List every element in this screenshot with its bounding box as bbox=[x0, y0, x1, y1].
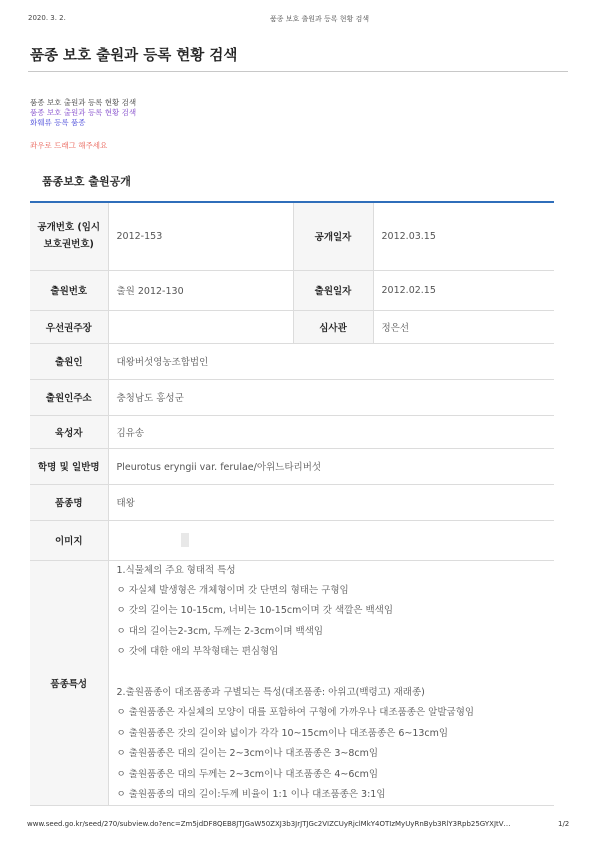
variety-value: 태왕 bbox=[108, 484, 554, 520]
table-row bbox=[30, 415, 554, 448]
image-label: 이미지 bbox=[30, 520, 108, 560]
examiner-label: 심사관 bbox=[293, 310, 373, 343]
image-cell bbox=[108, 520, 554, 560]
traits-line: ㅇ 출원품종은 자실체의 모양이 대를 포함하여 구형에 가까우나 대조품종은 알발굽형임 bbox=[116, 707, 475, 719]
table-row bbox=[30, 203, 554, 270]
title-divider bbox=[28, 71, 568, 72]
app-no-label: 출원번호 bbox=[30, 270, 108, 310]
table-row bbox=[30, 520, 554, 560]
pub-date-label: 공개일자 bbox=[293, 203, 373, 270]
traits-line: ㅇ 출원품종은 갓의 길이와 넓이가 각각 10~15cm이나 대조품종은 6~13cm임 bbox=[116, 727, 449, 739]
traits-line: 2.출원품종이 대조품종과 구별되는 특성(대조품종: 아위고(백령고) 재래종) bbox=[116, 686, 425, 698]
table-row bbox=[30, 484, 554, 520]
pub-date-value: 2012.03.15 bbox=[373, 203, 554, 270]
drag-hint: 좌우로 드래그 해주세요 bbox=[30, 141, 108, 150]
traits-line: ㅇ 출원품종은 대의 길이는 2~3cm이나 대조품종은 3~8cm임 bbox=[116, 748, 379, 760]
traits-line: 1.식물체의 주요 형태적 특성 bbox=[116, 564, 236, 576]
breadcrumb-link-1[interactable]: 품종 보호 출원과 등록 현황 검색 bbox=[30, 98, 137, 107]
pub-no-label: 공개번호 (임시보호권번호) bbox=[30, 203, 108, 270]
traits-line: ㅇ 대의 길이는2-3cm, 두께는 2-3cm이며 백색임 bbox=[116, 625, 324, 637]
traits-line: ㅇ 출원품종의 대의 길이:두께 비율이 1:1 이나 대조품종은 3:1임 bbox=[116, 788, 386, 800]
examiner-value: 정은선 bbox=[373, 310, 554, 343]
breeder-value: 김유송 bbox=[108, 415, 554, 448]
variety-label: 품종명 bbox=[30, 484, 108, 520]
variety-image-placeholder bbox=[181, 533, 189, 547]
table-row bbox=[30, 343, 554, 379]
address-value: 충청남도 홍성군 bbox=[108, 379, 554, 415]
applicant-label: 출원인 bbox=[30, 343, 108, 379]
table-row bbox=[30, 448, 554, 484]
sci-name-label: 학명 및 일반명 bbox=[30, 448, 108, 484]
table-row bbox=[30, 310, 554, 343]
breadcrumb-link-2[interactable]: 품종 보호 출원과 등록 현황 검색 bbox=[30, 108, 137, 117]
address-label: 출원인주소 bbox=[30, 379, 108, 415]
traits-line: ㅇ 갓의 길이는 10-15cm, 너비는 10-15cm이며 갓 색깔은 백색임 bbox=[116, 605, 394, 617]
app-date-value: 2012.02.15 bbox=[373, 270, 554, 310]
priority-value bbox=[108, 310, 293, 343]
pub-no-value: 2012-153 bbox=[108, 203, 293, 270]
section-title: 품종보호 출원공개 bbox=[42, 175, 131, 188]
traits-line: ㅇ 자실체 발생형은 개체형이며 갓 단면의 형태는 구형임 bbox=[116, 584, 349, 596]
traits-description bbox=[108, 560, 554, 806]
traits-label: 품종특성 bbox=[30, 560, 108, 806]
table-row bbox=[30, 379, 554, 415]
breadcrumb-link-3[interactable]: 화훼류 등록 품종 bbox=[30, 118, 86, 127]
table-row bbox=[30, 270, 554, 310]
sci-name-value: Pleurotus eryngii var. ferulae/아위느타리버섯 bbox=[108, 448, 554, 484]
table-row bbox=[30, 560, 554, 806]
print-header-date: 2020. 3. 2. bbox=[28, 14, 66, 22]
applicant-value: 대왕버섯영농조합법인 bbox=[108, 343, 554, 379]
traits-line: ㅇ 갓에 대한 애의 부착형태는 편심형임 bbox=[116, 646, 279, 658]
app-no-value: 출원 2012-130 bbox=[108, 270, 293, 310]
print-footer-page-number: 1/2 bbox=[558, 820, 570, 828]
print-footer-url: www.seed.go.kr/seed/270/subview.do?enc=Zm5jdDF8QEB8JTJGaW50ZXJ3b3JrJTJGc2VIZCUyRjclMkY4OTIzMyUyRnByb3RlY3Rpb25GYXJtV… bbox=[27, 820, 511, 828]
traits-line: ㅇ 출원품종은 대의 두께는 2~3cm이나 대조품종은 4~6cm임 bbox=[116, 768, 379, 780]
breeder-label: 육성자 bbox=[30, 415, 108, 448]
variety-info-table bbox=[30, 203, 554, 806]
priority-label: 우선권주장 bbox=[30, 310, 108, 343]
app-date-label: 출원일자 bbox=[293, 270, 373, 310]
traits-blank-line bbox=[117, 663, 555, 683]
page-title: 품종 보호 출원과 등록 현황 검색 bbox=[30, 48, 238, 64]
print-header-title: 품종 보호 출원과 등록 현황 검색 bbox=[270, 15, 370, 23]
